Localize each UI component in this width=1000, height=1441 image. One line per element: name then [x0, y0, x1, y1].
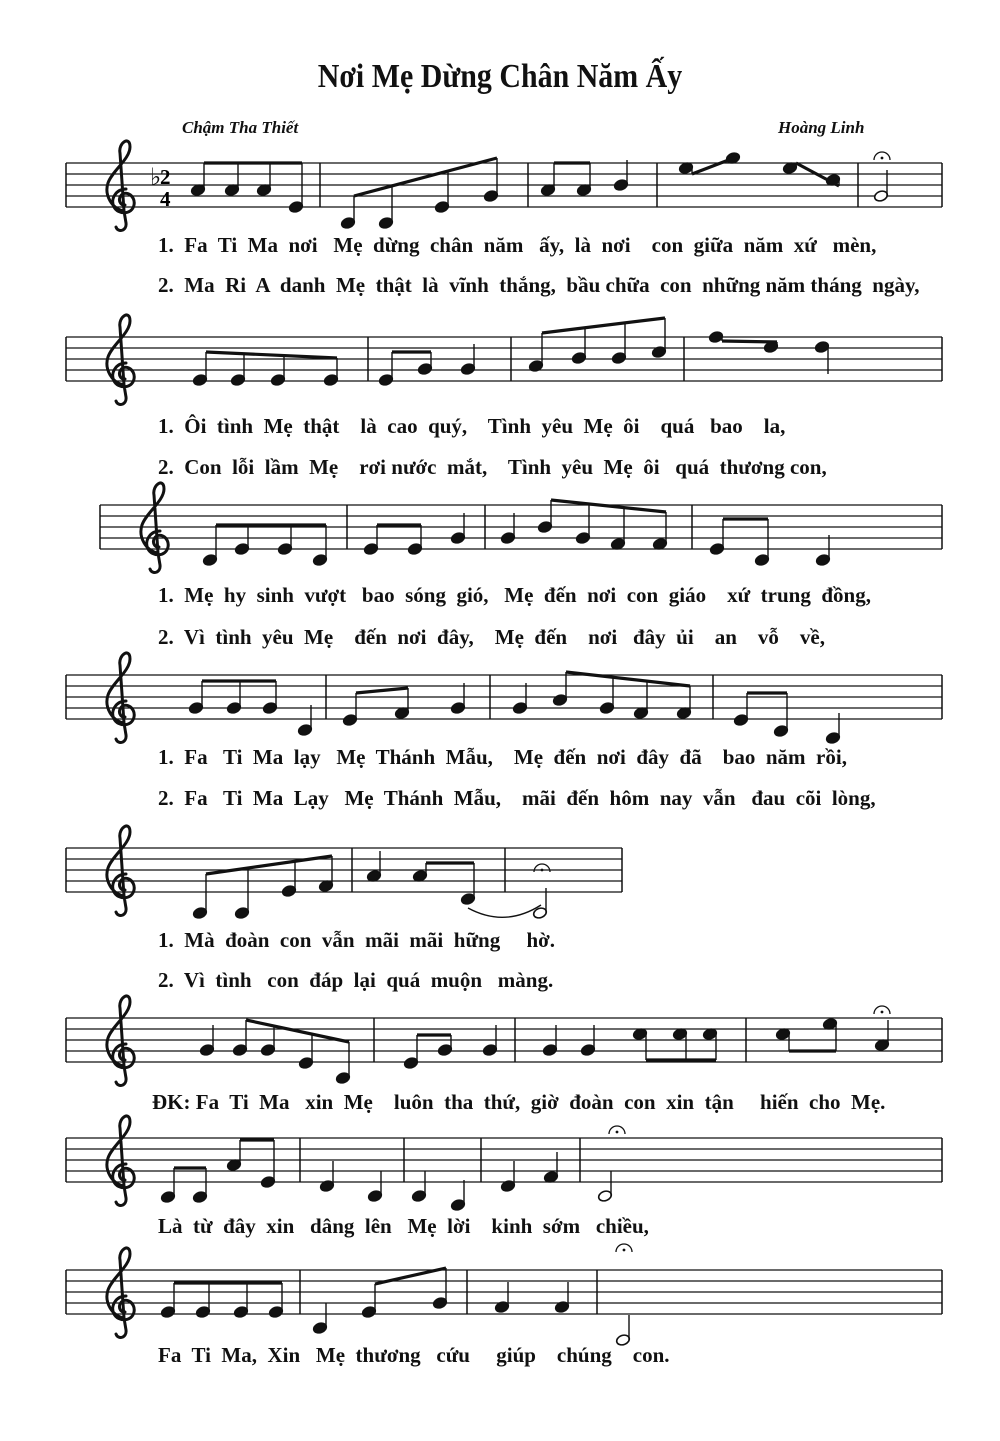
treble-clef-icon [107, 1116, 134, 1206]
staff-system-8 [66, 1248, 942, 1338]
beam [246, 1020, 349, 1042]
treble-clef-icon [107, 996, 134, 1086]
tempo-marking: Chậm Tha Thiết [182, 118, 299, 137]
flat-icon: ♭ [150, 163, 162, 191]
time-signature-top: 2 [160, 165, 171, 189]
staff-system-4 [66, 653, 942, 743]
treble-clef-icon [107, 826, 134, 916]
treble-clef-icon [107, 1248, 134, 1338]
treble-clef-icon [107, 653, 134, 743]
time-signature-bottom: 4 [160, 187, 171, 211]
lyric-chorus-system6: ĐK: Fa Ti Ma xin Mẹ luôn tha thứ, giờ đoàn con xin tận hiến cho Mẹ. [152, 1090, 886, 1114]
lyric-verse1-system2: 1. Ôi tình Mẹ thật là cao quý, Tình yêu Mẹ ôi quá bao la, [158, 414, 786, 438]
beam [354, 158, 497, 196]
treble-clef-icon [141, 483, 168, 573]
beam [542, 318, 665, 333]
staff-system-2 [66, 315, 942, 405]
lyric-verse2-system5: 2. Vì tình con đáp lại quá muộn màng. [158, 968, 554, 992]
lyric-verse1-system5: 1. Mà đoàn con vẫn mãi mãi hững hờ. [158, 928, 556, 952]
composer-name: Hoàng Linh [778, 118, 865, 137]
beam [692, 156, 739, 174]
lyric-verse1-system3: 1. Mẹ hy sinh vượt bao sóng gió, Mẹ đến nơi con giáo xứ trung đồng, [158, 583, 871, 607]
lyric-verse1-system1: 1. Fa Ti Ma nơi Mẹ dừng chân năm ấy, là nơi con giữa năm xứ mèn, [158, 233, 877, 257]
lyric-verse2-system1: 2. Ma Ri A danh Mẹ thật là vĩnh thắng, bầu chữa con những năm tháng ngày, [158, 273, 920, 297]
staff-system-7 [66, 1116, 942, 1206]
lyric-chorus-system8: Fa Ti Ma, Xin Mẹ thương cứu giúp chúng con. [158, 1343, 670, 1367]
beam [356, 688, 408, 693]
treble-clef-icon [107, 315, 134, 405]
lyric-verse2-system4: 2. Fa Ti Ma Lạy Mẹ Thánh Mẫu, mãi đến hôm nay vẫn đau cõi lòng, [158, 786, 876, 810]
treble-clef-icon [107, 141, 134, 231]
staff-system-3 [100, 483, 942, 573]
tie [468, 905, 541, 917]
beam [722, 341, 777, 342]
beam [566, 672, 690, 686]
beam [206, 352, 337, 358]
lyric-chorus-system7: Là từ đây xin dâng lên Mẹ lời kinh sớm chiều, [158, 1214, 649, 1238]
beam [551, 500, 666, 512]
staff-system-6 [66, 996, 942, 1086]
lyric-verse1-system4: 1. Fa Ti Ma lạy Mẹ Thánh Mẫu, Mẹ đến nơi đây đã bao năm rồi, [158, 745, 847, 769]
song-title: Nơi Mẹ Dừng Chân Năm Ấy [317, 58, 683, 95]
lyric-verse2-system3: 2. Vì tình yêu Mẹ đến nơi đây, Mẹ đến nơi đây ủi an vỗ về, [158, 625, 825, 649]
staff-system-5 [66, 826, 622, 916]
lyric-verse2-system2: 2. Con lỗi lầm Mẹ rơi nước mắt, Tình yêu Mẹ ôi quá thương con, [158, 455, 827, 479]
